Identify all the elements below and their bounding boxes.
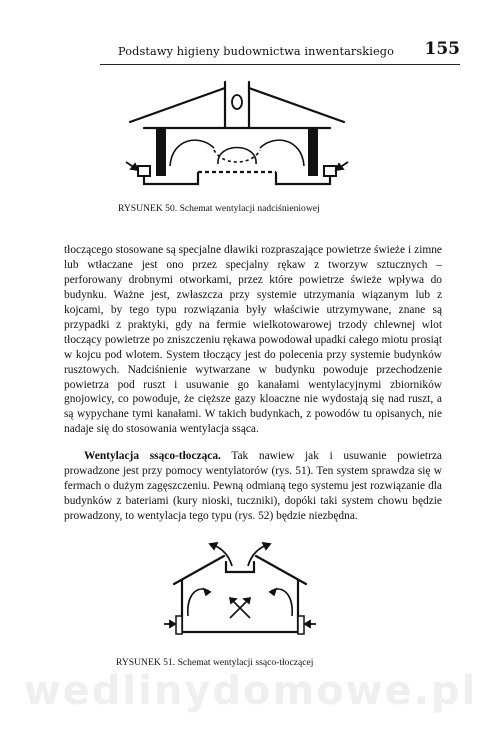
page-number: 155 (424, 39, 460, 59)
figure-51-caption: RYSUNEK 51. Schemat wentylacji ssąco-tłoczącej (116, 657, 314, 668)
figure-50-caption: RYSUNEK 50. Schemat wentylacji nadciśnieniowej (118, 203, 320, 214)
body-paragraph-1: tłoczącego stosowane są specjalne dławiki rozpraszające powietrze świeże i zimne lub wtłaczane jest ono przez specjalny rękaw z tworzyw sztucznych – perforowany drobnymi otworkami, przez które powietrze świeże wpływa do budynku. Ważne jest, zwłaszcza przy systemie utrzymania wiązanym lub z kojcami, by tego typu rozwiązania były właściwie utrzymywane, znane są przypadki z praktyki, gdy na fermie wielkotowarowej trzody chlewnej wlot tłoczący powietrze po zniszczeniu rękawa powodował upadki całego miotu prosiąt w kojcu pod wlotem. System tłoczący jest do polecenia przy systemie budynków rusztowych. Nadciśnienie wytwarzane w budynku powoduje przechodzenie powietrza pod ruszt i usuwanie go kanałami wentylacyjnymi zbiorników gnojowicy, co powoduje, że cięższe gazy kloaczne nie wydostają się nad ruszt, a są wypychane tymi kanałami. W takich budynkach, z powodów tu opisanych, nie nadaje się do stosowania wentylacja ssąca. (64, 244, 442, 436)
body-paragraph-2 (64, 449, 442, 524)
ventilation-overpressure-diagram-icon (122, 78, 352, 196)
header-title: Podstawy higieny budownictwa inwentarskiego (118, 45, 394, 58)
paragraph-2-text: Tak nawiew jak i usuwanie powietrza prowadzone jest przy pomocy wentylatorów (rys. 51). Ten system sprawdza się w fermach o dużym zagęszczeniu. Pewną odmianą tego systemu jest rozwiązanie dla budynków z bateriami (kury nioski, tuczniki), dopóki taki system chowu będzie prowadzony, to wentylacja tego typu (rys. 52) będzie niezbędna. (64, 450, 442, 523)
figure-51 (162, 532, 318, 648)
watermark: wedlinydomowe.pl (23, 668, 478, 714)
figure-50 (122, 78, 352, 196)
paragraph-2-lead: Wentylacja ssąco-tłocząca. (84, 450, 221, 463)
running-header (100, 40, 460, 65)
ventilation-suction-pressure-diagram-icon (162, 532, 318, 648)
